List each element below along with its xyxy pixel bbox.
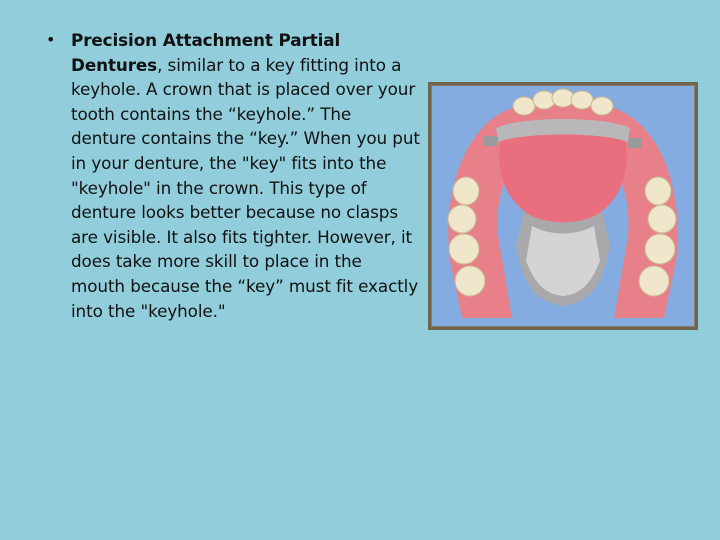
bullet-marker: • xyxy=(46,30,56,49)
denture-photo xyxy=(428,82,698,330)
bullet-heading: Precision Attachment Partial Dentures xyxy=(71,30,341,75)
bullet-text xyxy=(71,28,420,323)
bullet-body: , similar to a key fitting into a keyhole. A crown that is placed over your tooth contains the “keyhole.” The denture contains the “key.” When you put in your denture, the "key" fits into the "keyhole" in the crown. This type of denture looks better because no clasps are visible. It also fits tighter. However, it does take more skill to place in the mouth because the “key” must fit exactly into the "keyhole." xyxy=(71,54,420,321)
bullet-paragraph xyxy=(46,28,420,323)
denture-illustration xyxy=(432,86,694,326)
